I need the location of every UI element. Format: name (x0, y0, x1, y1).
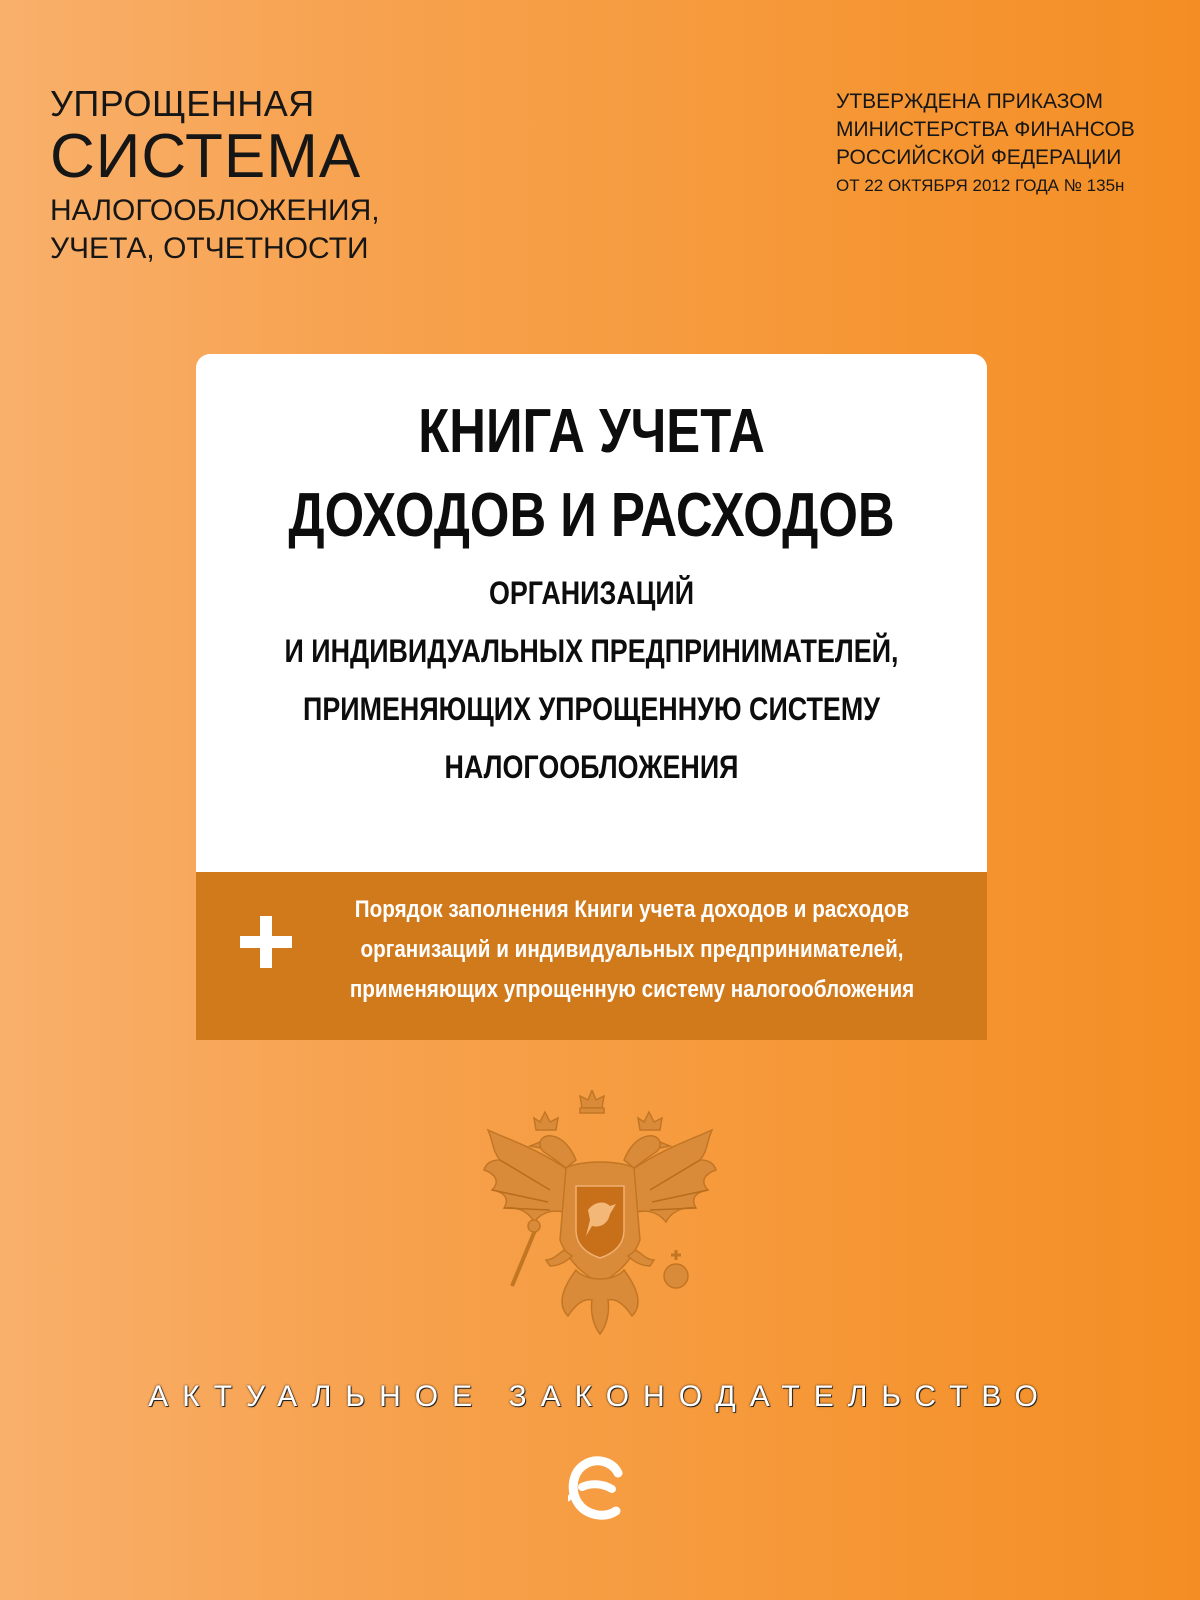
series-line-2: СИСТЕМА (50, 122, 362, 191)
supplement-text (340, 890, 925, 1010)
book-subtitle-line-2: И ИНДИВИДУАЛЬНЫХ ПРЕДПРИНИМАТЕЛЕЙ, (284, 633, 899, 669)
approval-line-1: УТВЕРЖДЕНА ПРИКАЗОМ (836, 90, 1104, 113)
plus-icon (240, 916, 292, 968)
book-subtitle-line-3: ПРИМЕНЯЮЩИХ УПРОЩЕННУЮ СИСТЕМУ (303, 691, 880, 727)
title-box (196, 354, 987, 872)
book-subtitle-line-4: НАЛОГООБЛОЖЕНИЯ (444, 749, 739, 785)
series-label: АКТУАЛЬНОЕ ЗАКОНОДАТЕЛЬСТВО (148, 1380, 1052, 1413)
book-title-line-2: ДОХОДОВ И РАСХОДОВ (288, 481, 895, 550)
series-line-1: УПРОЩЕННАЯ (50, 83, 315, 124)
coat-of-arms-icon (480, 1090, 720, 1340)
supplement-box (196, 872, 987, 1040)
series-line-4: УЧЕТА, ОТЧЕТНОСТИ (50, 232, 369, 265)
supplement-line-3: применяющих упрощенную систему налогообложения (349, 976, 915, 1003)
eksmo-logo-icon (568, 1453, 628, 1525)
approval-line-3: РОССИЙСКОЙ ФЕДЕРАЦИИ (836, 146, 1122, 169)
book-subtitle (259, 564, 923, 796)
book-title (267, 354, 916, 558)
approval-note (836, 88, 1156, 200)
supplement-line-1: Порядок заполнения Книги учета доходов и расходов (354, 896, 910, 923)
series-line-3: НАЛОГООБЛОЖЕНИЯ, (50, 194, 380, 227)
supplement-line-2: организаций и индивидуальных предпринимателей, (360, 936, 904, 963)
book-title-line-1: КНИГА УЧЕТА (418, 397, 765, 466)
approval-line-4: ОТ 22 ОКТЯБРЯ 2012 ГОДА № 135н (836, 176, 1125, 195)
book-subtitle-line-1: ОРГАНИЗАЦИЙ (488, 575, 695, 611)
approval-line-2: МИНИСТЕРСТВА ФИНАНСОВ (836, 118, 1135, 141)
series-title (50, 83, 380, 265)
